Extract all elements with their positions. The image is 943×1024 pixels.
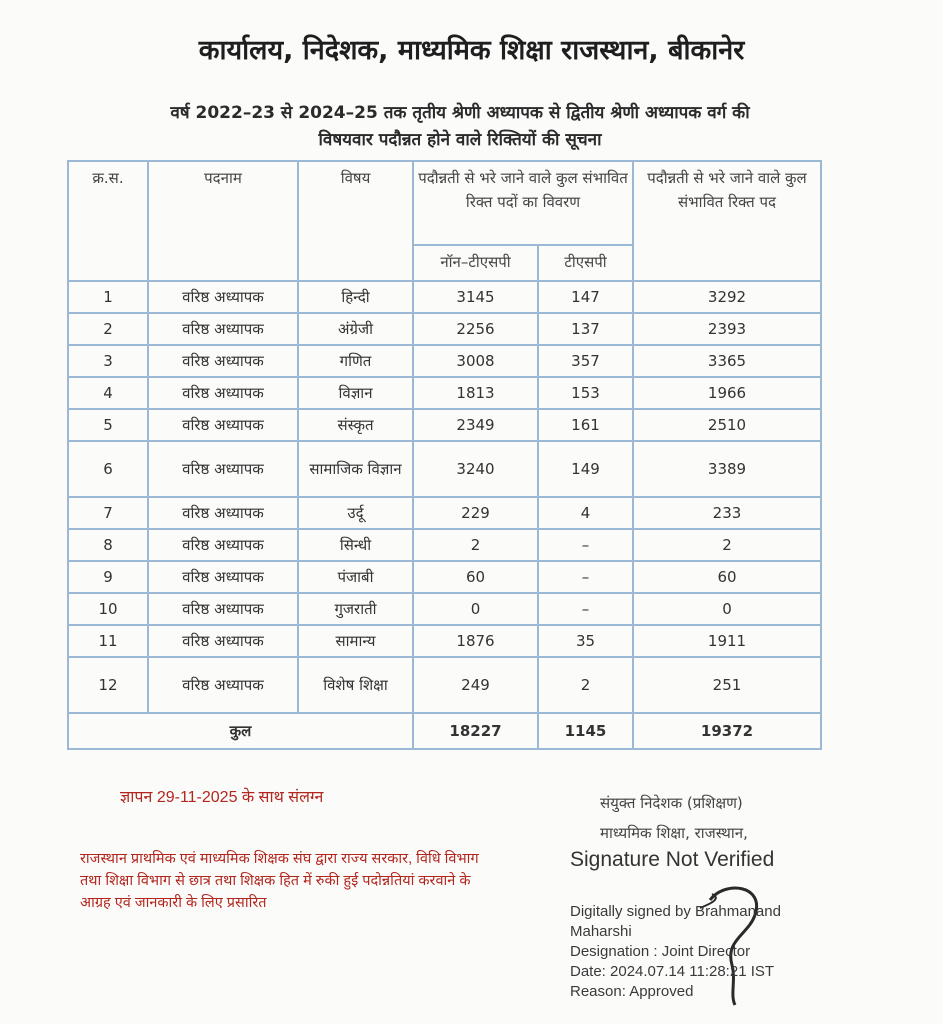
cell-non-tsp: 3008 — [413, 345, 538, 377]
cell-non-tsp: 60 — [413, 561, 538, 593]
cell-post: वरिष्ठ अध्यापक — [148, 657, 298, 713]
cell-total: 233 — [633, 497, 821, 529]
table-row — [68, 657, 821, 713]
subtitle-line-1: वर्ष 2022–23 से 2024–25 तक तृतीय श्रेणी अध्यापक से द्वितीय श्रेणी अध्यापक वर्ग की — [170, 103, 750, 123]
cell-post: वरिष्ठ अध्यापक — [148, 409, 298, 441]
table-row — [68, 497, 821, 529]
cell-tsp: 149 — [538, 441, 633, 497]
cell-post: वरिष्ठ अध्यापक — [148, 281, 298, 313]
cell-tsp: 4 — [538, 497, 633, 529]
cell-non-tsp: 229 — [413, 497, 538, 529]
cell-subject: हिन्दी — [298, 281, 413, 313]
cell-total: 2 — [633, 529, 821, 561]
header-detail-group: पदौन्नती से भरे जाने वाले कुल संभावित रिक्त पदों का विवरण — [413, 161, 633, 245]
signed-by: Digitally signed by Brahmanand — [570, 903, 781, 920]
table-row — [68, 441, 821, 497]
table-row — [68, 625, 821, 657]
cell-total: 1966 — [633, 377, 821, 409]
cell-post: वरिष्ठ अध्यापक — [148, 497, 298, 529]
header-non-tsp: नॉन–टीएसपी — [413, 245, 538, 281]
signature-designation: Designation : Joint Director — [570, 943, 751, 960]
cell-tsp: – — [538, 593, 633, 625]
cell-total: 3365 — [633, 345, 821, 377]
cell-non-tsp: 1813 — [413, 377, 538, 409]
signed-by-cont: Maharshi — [570, 923, 632, 940]
cell-subject: पंजाबी — [298, 561, 413, 593]
header-subject: विषय — [298, 161, 413, 281]
table-row — [68, 345, 821, 377]
cell-subject: गणित — [298, 345, 413, 377]
total-non-tsp: 18227 — [413, 713, 538, 749]
cell-post: वरिष्ठ अध्यापक — [148, 441, 298, 497]
notice-subtitle — [80, 100, 840, 154]
total-row — [68, 713, 821, 749]
table-row — [68, 281, 821, 313]
cell-subject: सामाजिक विज्ञान — [298, 441, 413, 497]
total-grand: 19372 — [633, 713, 821, 749]
cell-tsp: – — [538, 561, 633, 593]
total-label: कुल — [68, 713, 413, 749]
cell-sno: 8 — [68, 529, 148, 561]
header-post: पदनाम — [148, 161, 298, 281]
cell-total: 1911 — [633, 625, 821, 657]
cell-non-tsp: 2 — [413, 529, 538, 561]
cell-tsp: 35 — [538, 625, 633, 657]
cell-subject: सिन्धी — [298, 529, 413, 561]
office-title: कार्यालय, निदेशक, माध्यमिक शिक्षा राजस्थान, बीकानेर — [198, 35, 745, 66]
signature-status: Signature Not Verified — [570, 848, 775, 871]
header-tsp: टीएसपी — [538, 245, 633, 281]
cell-sno: 11 — [68, 625, 148, 657]
cell-total: 3292 — [633, 281, 821, 313]
cell-tsp: 2 — [538, 657, 633, 713]
cell-sno: 1 — [68, 281, 148, 313]
subtitle-line-2: विषयवार पदौन्नत होने वाले रिक्तियों की सूचना — [318, 130, 602, 150]
cell-tsp: 147 — [538, 281, 633, 313]
table-row — [68, 593, 821, 625]
cell-non-tsp: 3240 — [413, 441, 538, 497]
signature-date: Date: 2024.07.14 11:28:21 IST — [570, 963, 775, 980]
cell-tsp: 137 — [538, 313, 633, 345]
digital-signature-block — [570, 902, 781, 1002]
cell-post: वरिष्ठ अध्यापक — [148, 625, 298, 657]
table-row — [68, 313, 821, 345]
total-tsp: 1145 — [538, 713, 633, 749]
cell-post: वरिष्ठ अध्यापक — [148, 313, 298, 345]
signatory-line-1: संयुक्त निदेशक (प्रशिक्षण) — [600, 794, 743, 812]
cell-subject: विज्ञान — [298, 377, 413, 409]
table-row — [68, 561, 821, 593]
cell-subject: अंग्रेजी — [298, 313, 413, 345]
cell-tsp: 357 — [538, 345, 633, 377]
cell-post: वरिष्ठ अध्यापक — [148, 377, 298, 409]
cell-sno: 6 — [68, 441, 148, 497]
vacancy-table — [67, 160, 822, 750]
cell-sno: 4 — [68, 377, 148, 409]
cell-post: वरिष्ठ अध्यापक — [148, 593, 298, 625]
cell-total: 2510 — [633, 409, 821, 441]
cell-sno: 10 — [68, 593, 148, 625]
cell-sno: 5 — [68, 409, 148, 441]
cell-non-tsp: 2349 — [413, 409, 538, 441]
cell-tsp: 161 — [538, 409, 633, 441]
table-row — [68, 377, 821, 409]
cell-sno: 3 — [68, 345, 148, 377]
table-row — [68, 409, 821, 441]
cell-subject: उर्दू — [298, 497, 413, 529]
cell-total: 3389 — [633, 441, 821, 497]
cell-total: 60 — [633, 561, 821, 593]
cell-post: वरिष्ठ अध्यापक — [148, 561, 298, 593]
cell-sno: 7 — [68, 497, 148, 529]
header-sno: क्र.स. — [68, 161, 148, 281]
signature-reason: Reason: Approved — [570, 983, 694, 1000]
cell-subject: गुजराती — [298, 593, 413, 625]
cell-sno: 9 — [68, 561, 148, 593]
cell-post: वरिष्ठ अध्यापक — [148, 529, 298, 561]
cell-sno: 2 — [68, 313, 148, 345]
table-row — [68, 529, 821, 561]
signatory-line-2: माध्यमिक शिक्षा, राजस्थान, — [600, 824, 748, 842]
cell-subject: संस्कृत — [298, 409, 413, 441]
cell-non-tsp: 249 — [413, 657, 538, 713]
cell-total: 251 — [633, 657, 821, 713]
cell-tsp: – — [538, 529, 633, 561]
cell-post: वरिष्ठ अध्यापक — [148, 345, 298, 377]
circulation-note: राजस्थान प्राथमिक एवं माध्यमिक शिक्षक संघ द्वारा राज्य सरकार, विधि विभाग तथा शिक्षा विभाग से छात्र तथा शिक्षक हित में रुकी हुई पदोन्नतियां करवाने के आग्रह एवं जानकारी के लिए प्रसारित — [80, 851, 479, 911]
cell-non-tsp: 2256 — [413, 313, 538, 345]
cell-non-tsp: 0 — [413, 593, 538, 625]
cell-non-tsp: 3145 — [413, 281, 538, 313]
cell-subject: सामान्य — [298, 625, 413, 657]
cell-sno: 12 — [68, 657, 148, 713]
signatory-office — [600, 788, 748, 848]
cell-subject: विशेष शिक्षा — [298, 657, 413, 713]
cell-total: 0 — [633, 593, 821, 625]
memo-reference: ज्ञापन 29-11-2025 के साथ संलग्न — [120, 789, 324, 806]
cell-non-tsp: 1876 — [413, 625, 538, 657]
cell-total: 2393 — [633, 313, 821, 345]
header-total-posts: पदौन्नती से भरे जाने वाले कुल संभावित रिक्त पद — [633, 161, 821, 281]
cell-tsp: 153 — [538, 377, 633, 409]
